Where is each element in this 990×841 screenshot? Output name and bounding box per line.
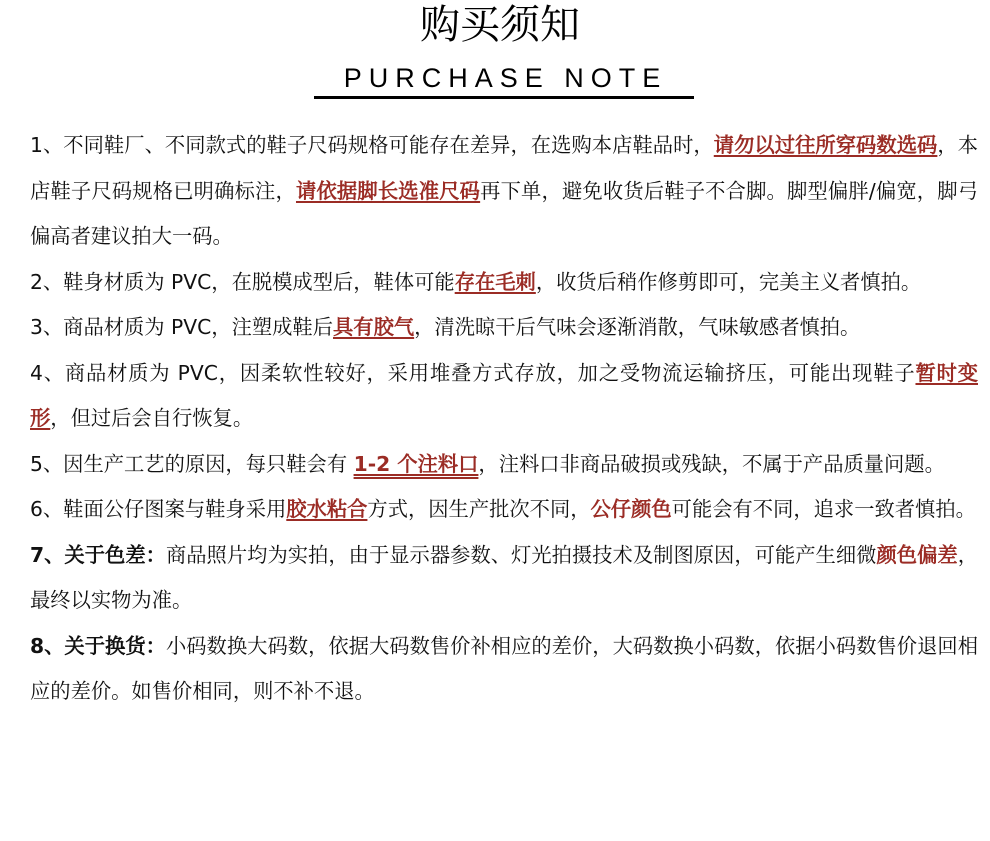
note-1-text-3: 再下单，避免收货后鞋子不合脚。脚型偏胖/偏宽，脚弓偏高者建议拍大一码。: [30, 178, 978, 248]
note-4: [30, 351, 978, 442]
note-1-highlight-foot-length: 请依据脚长选准尺码: [295, 178, 481, 203]
note-5-text: 5、因生产工艺的原因，每只鞋会有: [30, 451, 354, 476]
note-3-text-2: ，清洗晾干后气味会逐渐消散，气味敏感者慎拍。: [414, 315, 861, 339]
note-6-highlight-color: 公仔颜色: [590, 497, 672, 521]
note-4-highlight-deformation: 暂时变形: [30, 360, 978, 430]
note-7: [30, 533, 978, 624]
note-7-text-2: ，最终以实物为准。: [30, 542, 978, 612]
note-3-text: 3、商品材质为 PVC，注塑成鞋后: [30, 315, 333, 339]
note-5-text-2: ，注料口非商品破损或残缺，不属于产品质量问题。: [478, 451, 945, 476]
note-7-text: 商品照片均为实拍，由于显示器参数、灯光拍摄技术及制图原因，可能产生细微: [165, 542, 877, 567]
note-8: [30, 624, 978, 715]
page-title: 购买须知: [420, 2, 580, 48]
note-3: [30, 305, 978, 351]
note-4-text: 4、商品材质为 PVC，因柔软性较好，采用堆叠方式存放，加之受物流运输挤压，可能出现鞋子: [30, 360, 916, 385]
note-2-highlight-burrs: 存在毛刺: [454, 269, 536, 294]
note-2-text: 2、鞋身材质为 PVC，在脱模成型后，鞋体可能: [30, 269, 455, 294]
notes-list: [30, 123, 978, 715]
note-6-text-2: 方式，因生产批次不同，: [367, 497, 591, 521]
note-6-text: 6、鞋面公仔图案与鞋身采用: [30, 497, 287, 521]
note-7-highlight-color-deviation: 颜色偏差: [876, 542, 958, 567]
note-3-highlight-odor: 具有胶气: [333, 315, 415, 339]
title-underline-rule: [314, 96, 694, 99]
note-4-text-2: ，但过后会自行恢复。: [50, 406, 254, 430]
note-6-highlight-glue: 胶水粘合: [286, 497, 368, 521]
note-1-highlight-size-warning: 请勿以过往所穿码数选码: [713, 133, 938, 157]
note-6-text-3: 可能会有不同，追求一致者慎拍。: [671, 497, 976, 521]
page-subtitle: PURCHASE NOTE: [343, 63, 668, 93]
header: [0, 0, 990, 110]
note-1-text: 1、不同鞋厂、不同款式的鞋子尺码规格可能存在差异，在选购本店鞋品时，: [30, 133, 714, 157]
note-7-label: 7、关于色差：: [30, 542, 166, 567]
note-8-text: 小码数换大码数，依据大码数售价补相应的差价，大码数换小码数，依据小码数售价退回相应的差价。如售价相同，则不补不退。: [30, 633, 978, 703]
note-5: [30, 442, 978, 488]
note-1-text-2: ，本店鞋子尺码规格已明确标注，: [30, 133, 978, 203]
note-5-highlight-injection-ports: 1-2 个注料口: [353, 451, 479, 476]
note-6: [30, 487, 978, 533]
note-2-text-2: ，收货后稍作修剪即可，完美主义者慎拍。: [535, 269, 922, 294]
note-1: [30, 123, 978, 260]
note-8-label: 8、关于换货：: [30, 633, 166, 658]
note-2: [30, 260, 978, 306]
